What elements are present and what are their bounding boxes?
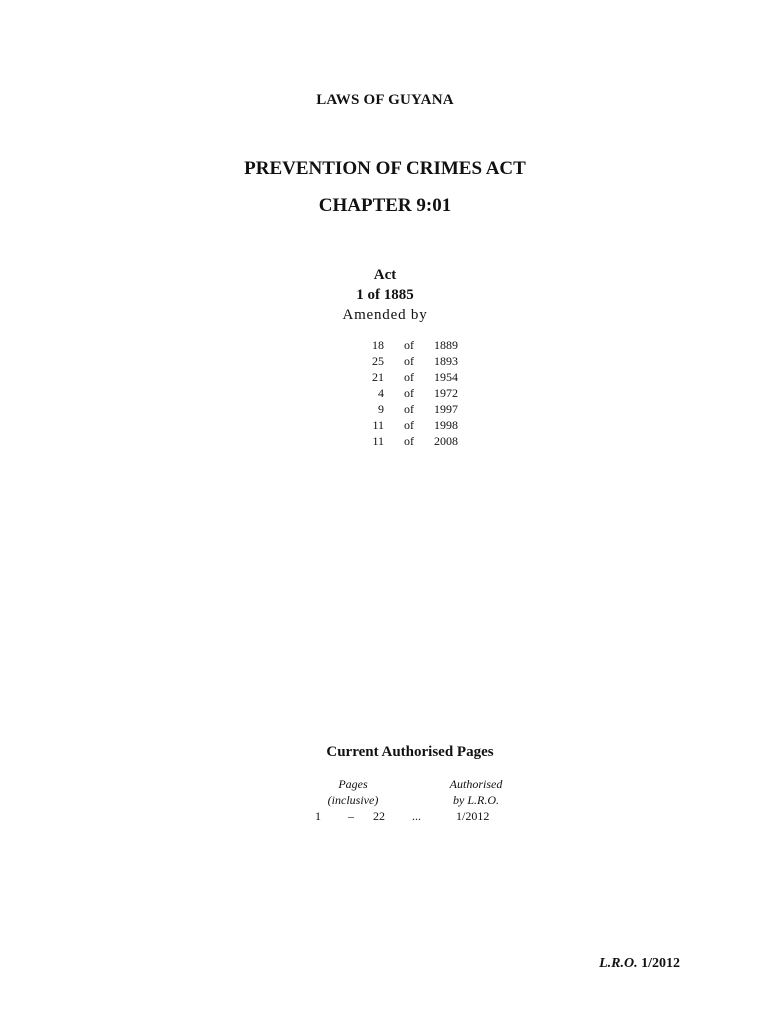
amendment-number: 11 xyxy=(372,434,384,448)
amendments-table xyxy=(358,337,474,449)
amended-by-label: Amended by xyxy=(342,307,428,323)
laws-of-guyana-heading: LAWS OF GUYANA xyxy=(316,92,454,108)
amendment-row xyxy=(358,353,474,369)
authorised-column-header xyxy=(436,776,516,808)
amendment-row xyxy=(358,401,474,417)
amendment-row xyxy=(358,369,474,385)
amendment-year: 1893 xyxy=(434,354,458,368)
amendment-number: 25 xyxy=(372,354,384,368)
amendment-row xyxy=(358,417,474,433)
amendment-number: 4 xyxy=(378,386,384,400)
authorised-header-line2: by L.R.O. xyxy=(453,793,499,807)
act-label: Act xyxy=(373,267,397,283)
amendment-of: of xyxy=(404,418,414,432)
amendment-year: 2008 xyxy=(434,434,458,448)
amendment-number: 9 xyxy=(378,402,384,416)
act-title: PREVENTION OF CRIMES ACT xyxy=(244,158,526,179)
amendment-number: 11 xyxy=(372,418,384,432)
pages-to: 22 xyxy=(373,809,385,823)
amendment-year: 1889 xyxy=(434,338,458,352)
amendment-year: 1954 xyxy=(434,370,458,384)
amendment-row xyxy=(358,385,474,401)
amendment-year: 1997 xyxy=(434,402,458,416)
amendment-of: of xyxy=(404,354,414,368)
current-authorised-pages-heading: Current Authorised Pages xyxy=(326,744,494,760)
amendment-year: 1998 xyxy=(434,418,458,432)
amendment-of: of xyxy=(404,370,414,384)
amendment-row xyxy=(358,337,474,353)
pages-dash: – xyxy=(348,809,354,823)
pages-header-line1: Pages xyxy=(338,777,368,791)
amendment-number: 18 xyxy=(372,338,384,352)
pages-from: 1 xyxy=(315,809,321,823)
pages-header-line2: (inclusive) xyxy=(327,793,379,807)
authorised-header-line1: Authorised xyxy=(449,777,503,791)
amendment-of: of xyxy=(404,402,414,416)
amendment-year: 1972 xyxy=(434,386,458,400)
amendment-of: of xyxy=(404,434,414,448)
footer-lro: L.R.O. xyxy=(599,956,638,971)
page-footer xyxy=(560,956,680,972)
amendment-of: of xyxy=(404,386,414,400)
amendment-number: 21 xyxy=(372,370,384,384)
pages-authorised-date: 1/2012 xyxy=(456,809,490,823)
act-number: 1 of 1885 xyxy=(356,287,414,303)
footer-date: 1/2012 xyxy=(641,956,680,971)
pages-leader-dots: ... xyxy=(412,809,421,823)
amendment-row xyxy=(358,433,474,449)
pages-column-header xyxy=(313,776,393,808)
chapter-heading: CHAPTER 9:01 xyxy=(318,195,452,216)
amendment-of: of xyxy=(404,338,414,352)
